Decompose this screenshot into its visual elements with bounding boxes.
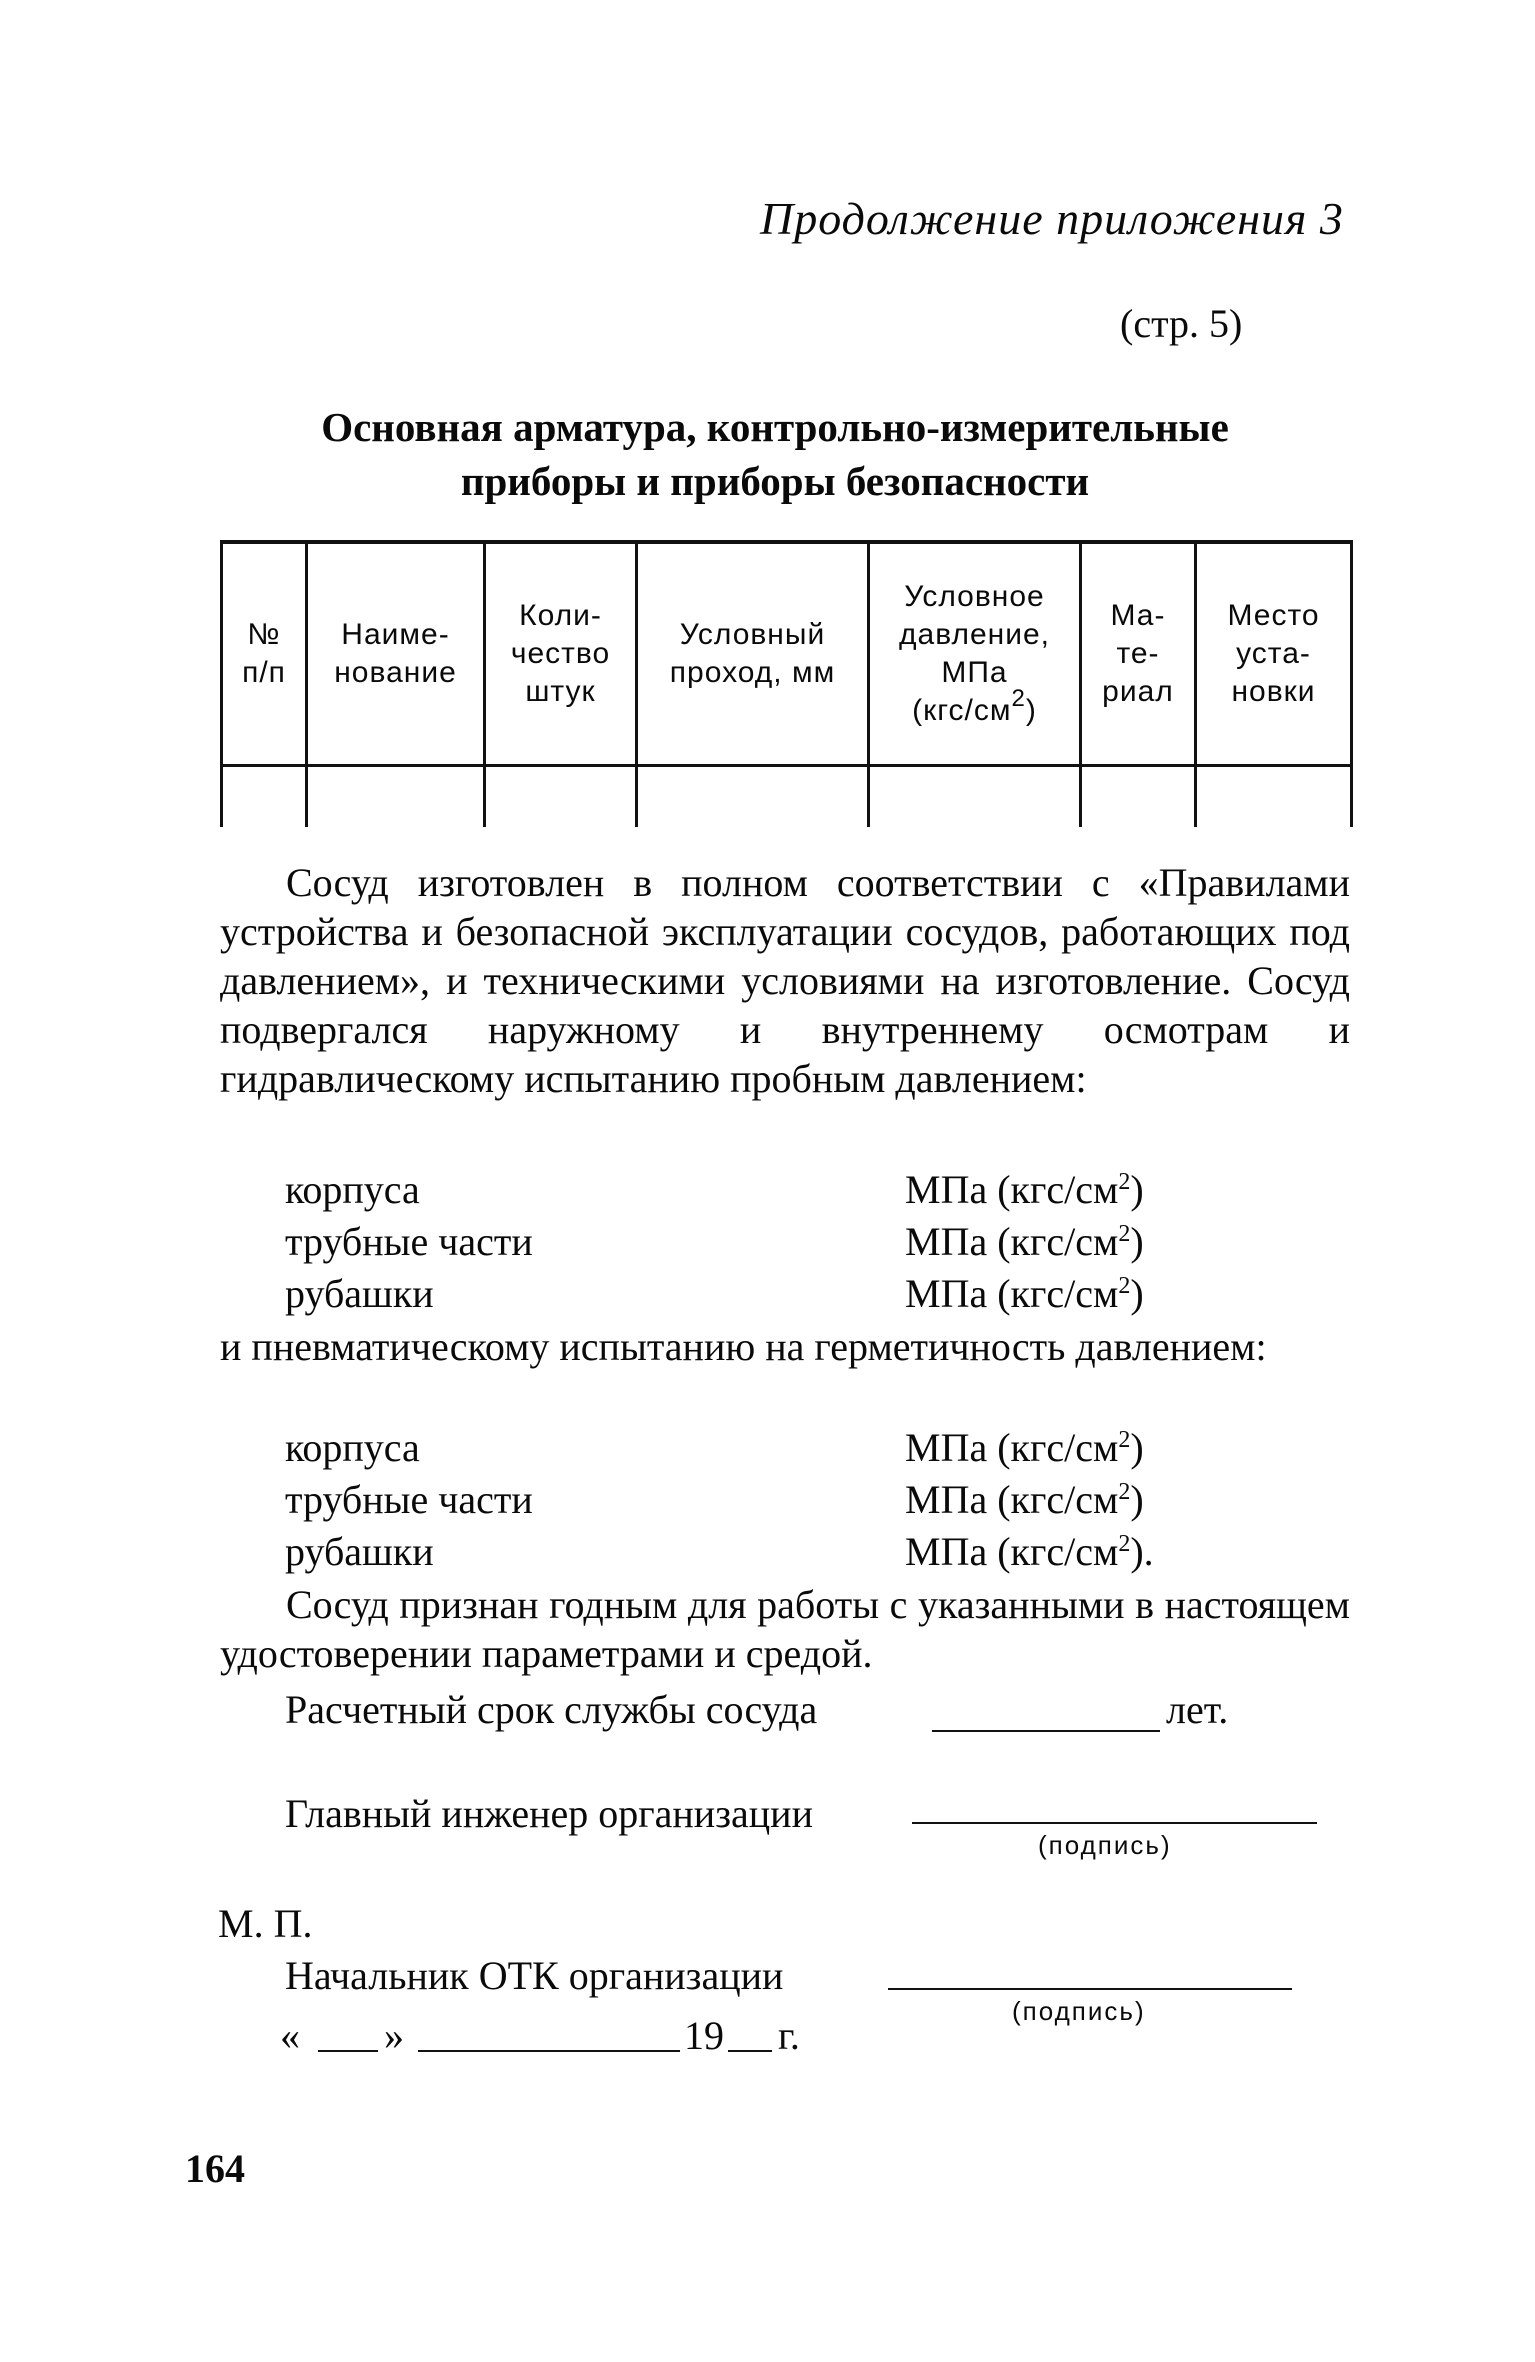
table-empty-row: [222, 766, 1352, 828]
chief-engineer-signature-line: [912, 1822, 1317, 1824]
service-life-blank: [932, 1730, 1160, 1732]
date-close-quote: »: [384, 2013, 404, 2058]
col-header-nominal-pressure: Условное давление, МПа $(кгс/см^2)$: [869, 542, 1081, 766]
hydro-item-jacket: рубашки: [285, 1271, 434, 1316]
page-number: 164: [185, 2146, 245, 2191]
pneumo-item-body: корпуса: [285, 1425, 420, 1470]
pneumo-unit-tubes: МПа $(кгс/см^2)$: [905, 1477, 1144, 1522]
equipment-table: [220, 540, 1353, 827]
col-header-quantity: Коли- чество штук: [485, 542, 637, 766]
hydro-item-tubes: трубные части: [285, 1219, 533, 1264]
hydro-unit-tubes: МПа $(кгс/см^2)$: [905, 1219, 1144, 1264]
title-line-2: приборы и приборы безопасности: [460, 458, 1090, 504]
fitness-statement: Сосуд признан годным для работы с указанными в настоящем удостоверении параметрами и средой.: [220, 1582, 1350, 1676]
pneumo-unit-jacket: МПа $(кгс/см^2)$.: [905, 1529, 1154, 1574]
pneumo-item-jacket: рубашки: [285, 1529, 434, 1574]
service-life-unit: лет.: [1166, 1687, 1229, 1732]
pneumatic-test-statement: и пневматическому испытанию на герметичность давлением:: [220, 1324, 1267, 1369]
otk-head-signature-caption: (подпись): [1012, 1996, 1146, 2026]
date-open-quote: «: [280, 2013, 300, 2058]
section-title: [180, 400, 1370, 508]
chief-engineer-label: Главный инженер организации: [285, 1791, 813, 1836]
date-year-prefix: 19: [684, 2013, 724, 2058]
otk-head-label: Начальник ОТК организации: [285, 1953, 784, 1998]
col-header-number: № п/п: [222, 542, 307, 766]
title-line-1: Основная арматура, контрольно-измерительные: [321, 404, 1229, 450]
date-year-blank: [728, 2050, 772, 2052]
page-reference: (стр. 5): [1120, 301, 1243, 346]
date-month-blank: [418, 2050, 680, 2052]
stamp-place-label: М. П.: [218, 1901, 313, 1946]
hydro-unit-body: МПа $(кгс/см^2)$: [905, 1167, 1144, 1212]
date-day-blank: [318, 2050, 378, 2052]
manufacturing-statement: Сосуд изготовлен в полном соответствии с «Правилами устройства и безопасной эксплуатации сосудов, работающих под давлением», и техническими условиями на изготовление. Сосуд подвергался наружному и внутреннему осмотрам и гидравлическому испытанию пробным давлением:: [220, 860, 1350, 1101]
pneumo-item-tubes: трубные части: [285, 1477, 533, 1522]
col-header-name: Наиме- нование: [307, 542, 485, 766]
hydro-unit-jacket: МПа $(кгс/см^2)$: [905, 1271, 1144, 1316]
date-year-suffix: г.: [778, 2013, 800, 2058]
pneumo-unit-body: МПа $(кгс/см^2)$: [905, 1425, 1144, 1470]
col-header-nominal-bore: Условный проход, мм: [637, 542, 869, 766]
col-header-location: Место уста- новки: [1196, 542, 1352, 766]
continuation-header: Продолжение приложения 3: [760, 193, 1344, 244]
col-header-material: Ма- те- риал: [1081, 542, 1196, 766]
otk-head-signature-line: [888, 1988, 1292, 1990]
service-life-label: Расчетный срок службы сосуда: [285, 1687, 818, 1732]
hydro-item-body: корпуса: [285, 1167, 420, 1212]
table-header-row: [222, 542, 1352, 766]
chief-engineer-signature-caption: (подпись): [1038, 1830, 1172, 1860]
